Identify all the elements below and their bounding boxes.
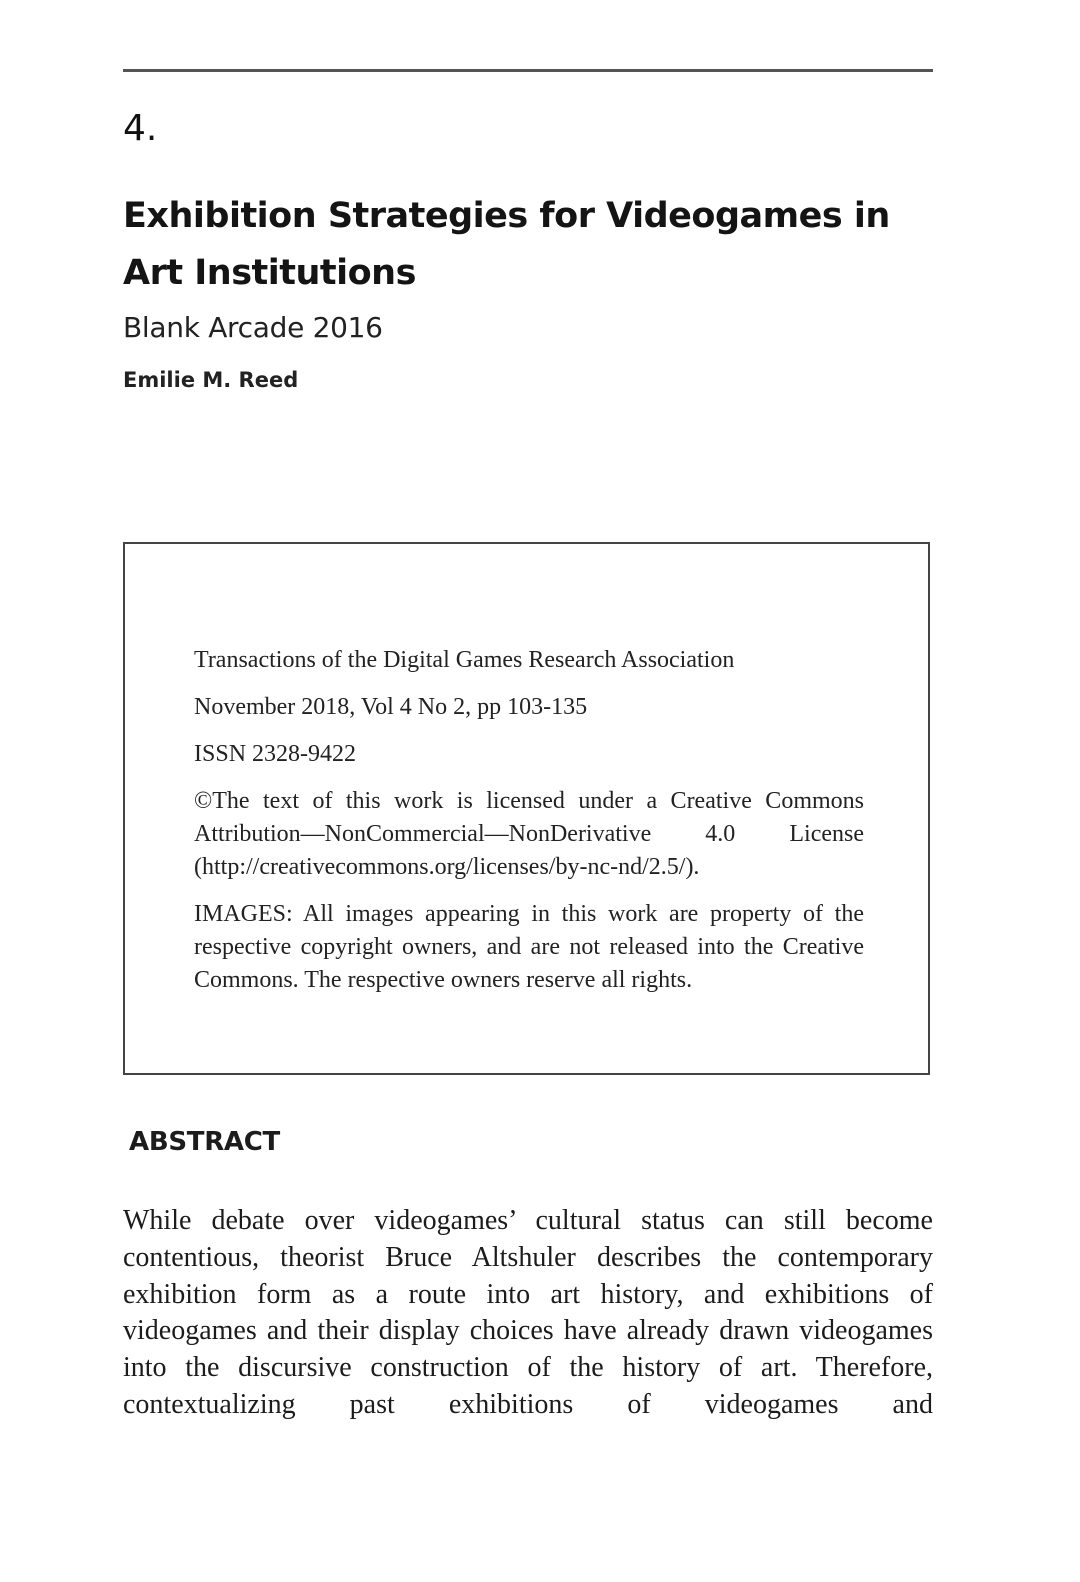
issn: ISSN 2328-9422 [194, 741, 357, 767]
license-notice: ©The text of this work is licensed under a Creative Commons Attribution—NonCommercial—NonDerivative 4.0 License (http://creativecommons.org/licenses/by-nc-nd/2.5/). [194, 788, 864, 880]
images-notice: IMAGES: All images appearing in this work are property of the respective copyright owners, and are not released into the Creative Commons. The respective owners reserve all rights. [194, 901, 864, 993]
journal-name: Transactions of the Digital Games Research Association [194, 647, 735, 673]
author-name: Emilie M. Reed [123, 368, 299, 392]
issue-details: November 2018, Vol 4 No 2, pp 103-135 [194, 694, 588, 720]
abstract-text: While debate over videogames’ cultural status can still become contentious, theorist Bruce Altshuler describes the contemporary exhibition form as a route into art history, and exhibitions of videogames and their display choices have already drawn videogames into the discursive construction of the history of art. Therefore, contextualizing past exhibitions of videogames and [123, 1205, 933, 1420]
publication-info-box [123, 542, 930, 1075]
chapter-title: Exhibition Strategies for Videogames in Art Institutions [123, 196, 890, 293]
chapter-number: 4. [123, 108, 158, 149]
top-rule [123, 69, 933, 72]
publication-info-content [194, 644, 864, 1011]
chapter-subtitle: Blank Arcade 2016 [123, 311, 383, 344]
abstract-heading: ABSTRACT [129, 1127, 280, 1157]
